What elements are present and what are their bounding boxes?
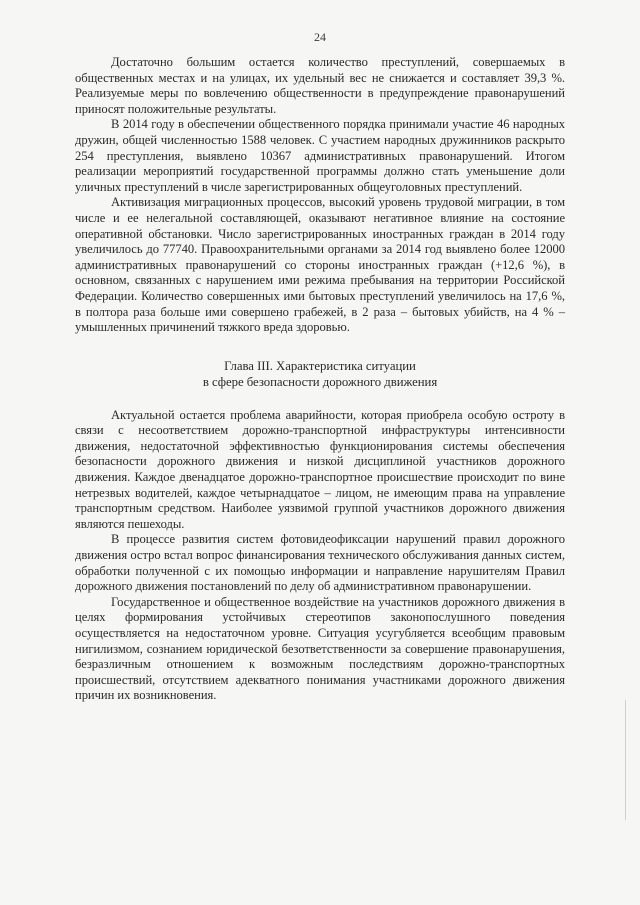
paragraph-public-places: Достаточно большим остается количество преступлений, совершаемых в общественных местах и на улицах, их удельный вес не снижается и составляет 39,3 %. Реализуемые меры по вовлечению общественности в предупреждение правонарушений приносят положительные результаты. bbox=[75, 55, 565, 116]
document-body bbox=[75, 55, 565, 704]
paragraph-accidents: Актуальной остается проблема аварийности, которая приобрела особую остроту в связи с несоответствием дорожно-транспортной инфраструктуры интенсивности движения, недостаточной эффективностью функционирования системы обеспечения безопасности дорожного движения и низкой дисциплиной участников дорожного движения. Каждое двенадцатое дорожно-транспортное происшествие происходит по вине нетрезвых водителей, каждое четырнадцатое – лицом, не имеющим права на управление транспортным средством. Наиболее уязвимой группой участников дорожного движения являются пешеходы. bbox=[75, 407, 565, 531]
chapter-title-line-1: Глава III. Характеристика ситуации bbox=[224, 358, 416, 373]
paragraph-migration: Активизация миграционных процессов, высокий уровень трудовой миграции, в том числе и ее нелегальной составляющей, оказывают негативное влияние на состояние оперативной обстановки. Число зарегистрированных иностранных граждан в 2014 году увеличилось до 77740. Правоохранительными органами за 2014 год выявлено более 12000 административных правонарушений со стороны иностранных граждан (+12,6 %), в основном, связанных с нарушением ими режима пребывания на территории Российской Федерации. Количество совершенных ими бытовых преступлений увеличилось на 17,6 %, в полтора раза больше ими совершено грабежей, в 2 раза – бытовых убийств, на 4 % – умышленных причинений тяжкого вреда здоровью. bbox=[75, 195, 565, 335]
paragraph-photo-video-fixation: В процессе развития систем фотовидеофиксации нарушений правил дорожного движения остро встал вопрос финансирования технического обслуживания данных систем, обработки полученной с их помощью информации и направление нарушителям Правил дорожного движения постановлений по делу об административном правонарушении. bbox=[75, 532, 565, 594]
scan-edge-mark bbox=[625, 700, 626, 820]
chapter-heading bbox=[75, 358, 565, 390]
paragraph-public-influence: Государственное и общественное воздействие на участников дорожного движения в целях формирования устойчивых стереотипов законопослушного поведения осуществляется на недостаточном уровне. Ситуация усугубляется всеобщим правовым нигилизмом, сознанием юридической безответственности за совершение правонарушения, безразличным отношением к возможным последствиям дорожно-транспортных происшествий, отсутствием адекватного понимания участниками дорожного движения причин их возникновения. bbox=[75, 594, 565, 703]
page-number: 24 bbox=[314, 30, 326, 44]
paragraph-people-patrols: В 2014 году в обеспечении общественного порядка принимали участие 46 народных дружин, общей численностью 1588 человек. С участием народных дружинников раскрыто 254 преступления, выявлено 10367 административных правонарушений. Итогом реализации мероприятий государственной программы должно стать уменьшение доли уличных преступлений в числе зарегистрированных общеуголовных преступлений. bbox=[75, 117, 565, 194]
chapter-title-line-2: в сфере безопасности дорожного движения bbox=[202, 374, 438, 389]
